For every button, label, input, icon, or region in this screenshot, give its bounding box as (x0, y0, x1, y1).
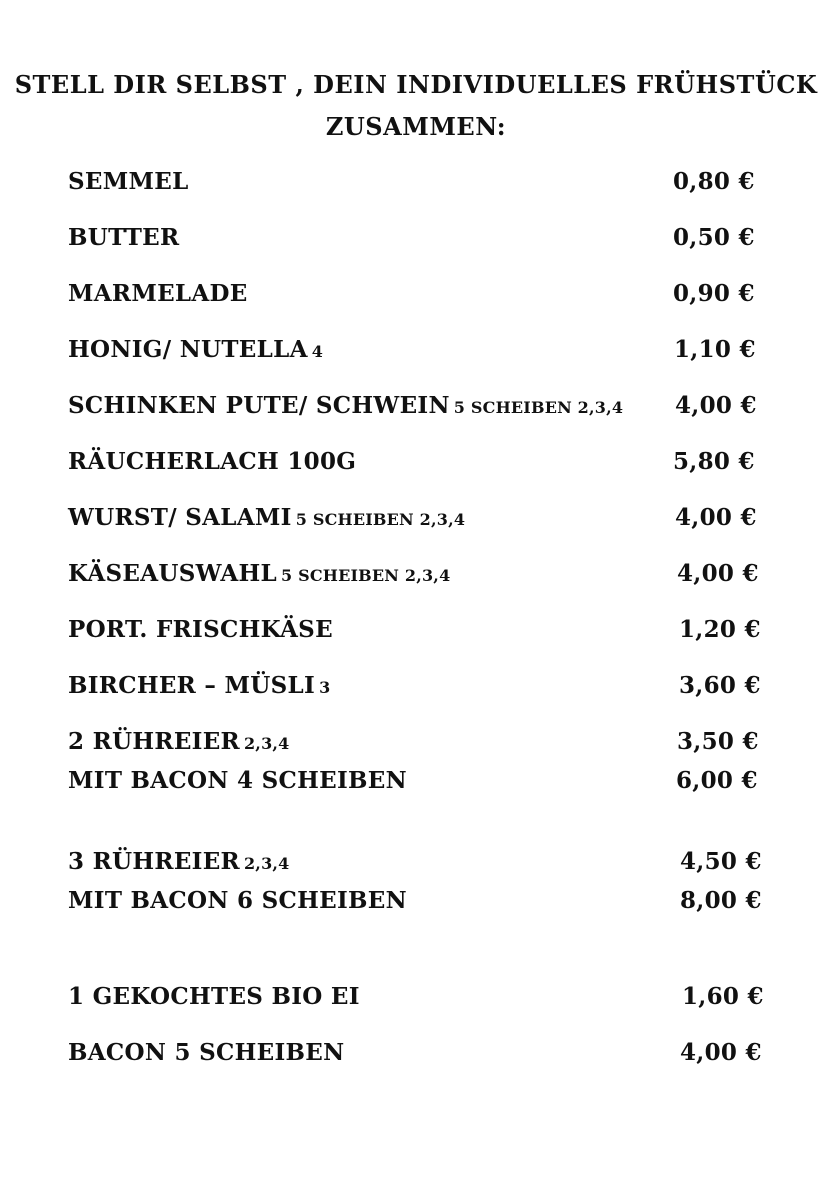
item-name-wrap (68, 728, 290, 755)
menu-title-line1: STELL DIR SELBST , DEIN INDIVIDUELLES FRÜHSTÜCK (14, 70, 818, 99)
item-note: 3 (319, 678, 331, 697)
item-name: 2 RÜHREIER (68, 728, 240, 755)
menu-item (68, 672, 768, 702)
item-note: 5 SCHEIBEN 2,3,4 (295, 510, 466, 529)
item-price: 1,20 € (679, 616, 761, 643)
item-price: 4,00 € (675, 504, 757, 531)
item-note: 2,3,4 (243, 854, 290, 873)
item-price: 0,50 € (673, 224, 755, 251)
item-name-wrap (68, 672, 330, 699)
item-name: KÄSEAUSWAHL (68, 560, 277, 587)
item-name-wrap (68, 560, 450, 587)
item-note: 5 SCHEIBEN 2,3,4 (453, 398, 624, 417)
menu-item (68, 392, 768, 422)
item-name-wrap (68, 448, 360, 475)
item-name: WURST/ SALAMI (68, 504, 292, 531)
menu-item (68, 1039, 768, 1069)
item-price: 5,80 € (673, 448, 755, 475)
item-name: MIT BACON 6 SCHEIBEN (68, 887, 407, 914)
item-price: 8,00 € (680, 887, 762, 914)
item-name: 3 RÜHREIER (68, 848, 240, 875)
item-price: 0,90 € (673, 280, 755, 307)
item-name-wrap (68, 168, 193, 195)
item-name: MIT BACON 4 SCHEIBEN (68, 767, 407, 794)
item-name-wrap (68, 280, 252, 307)
menu-item (68, 224, 768, 254)
item-note: 2,3,4 (243, 734, 290, 753)
menu-item (68, 448, 768, 478)
item-name: SCHINKEN PUTE/ SCHWEIN (68, 392, 450, 419)
item-name-wrap (68, 224, 183, 251)
menu-item (68, 887, 768, 917)
item-name-wrap (68, 392, 623, 419)
item-price: 4,50 € (680, 848, 762, 875)
item-price: 3,50 € (677, 728, 759, 755)
item-price: 1,10 € (674, 336, 756, 363)
menu-item (68, 728, 768, 758)
item-note: 5 SCHEIBEN 2,3,4 (280, 566, 451, 585)
item-price: 4,00 € (675, 392, 757, 419)
item-name: MARMELADE (68, 280, 248, 307)
menu-item (68, 848, 768, 878)
item-name: SEMMEL (68, 168, 189, 195)
item-price: 6,00 € (676, 767, 758, 794)
item-name-wrap (68, 1039, 348, 1066)
menu-item (68, 560, 768, 590)
item-name: BUTTER (68, 224, 180, 251)
menu-item (68, 336, 768, 366)
menu-item (68, 616, 768, 646)
menu-title-line2: ZUSAMMEN: (325, 112, 507, 141)
item-note: 4 (311, 342, 324, 361)
item-price: 1,60 € (682, 983, 764, 1010)
menu-item (68, 767, 768, 797)
menu-item (68, 504, 768, 534)
menu-item (68, 280, 768, 310)
item-name: PORT. FRISCHKÄSE (68, 616, 333, 643)
item-name-wrap (68, 504, 465, 531)
item-name: RÄUCHERLACH 100G (68, 448, 357, 475)
item-name-wrap (68, 767, 411, 794)
menu-item (68, 983, 768, 1013)
item-price: 4,00 € (677, 560, 759, 587)
item-price: 4,00 € (680, 1039, 762, 1066)
item-name-wrap (68, 887, 411, 914)
item-name: BACON 5 SCHEIBEN (68, 1039, 345, 1066)
item-name-wrap (68, 848, 290, 875)
item-name-wrap (68, 616, 337, 643)
menu-item (68, 168, 768, 198)
item-name: 1 GEKOCHTES BIO EI (68, 983, 360, 1010)
item-name: HONIG/ NUTELLA (68, 336, 308, 363)
item-price: 0,80 € (673, 168, 755, 195)
item-name: BIRCHER – MÜSLI (68, 672, 316, 699)
item-name-wrap (68, 983, 364, 1010)
item-price: 3,60 € (679, 672, 761, 699)
item-name-wrap (68, 336, 323, 363)
